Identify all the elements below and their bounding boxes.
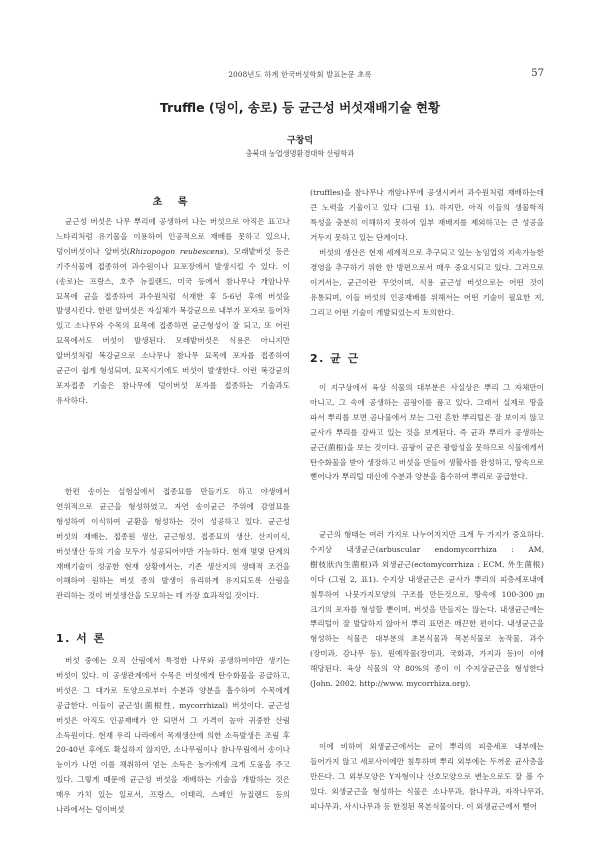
abstract-heading: 초 록 [152, 197, 194, 208]
page-number: 57 [531, 68, 544, 79]
intro-paragraph-1: 버섯 중에는 오직 산림에서 특정한 나무와 공생하여야만 생기는 버섯이 있다. 이 공생관계에서 수목은 버섯에게 탄수화물을 공급하고, 버섯은 그 대가로 토양으로부터 수분과 양분을 흡수하여 수목에게 공급한다. 이들이 균근성(菌根性, mycorrhizal) 버섯이다. 균근성 버섯은 아직도 인공재배가 안 되면서 그 가격이 높아 귀중한 산림 소득원이다. 현재 우리 나라에서 목재생산에 의한 소득발생은 조림 후 20-40년 후에도 확실하지 않지만, 소나무림이나 참나무림에서 송이나 능이가 나면 이를 채취하여 얻는 소득은 농가에게 크게 도움을 주고 있다. 그렇게 때문에 균근성 버섯을 재배하는 기술을 개발하는 것은 매우 가치 있는 일로서, 프랑스, 이태리, 스페인 뉴질랜드 등의 나라에서는 덩이버섯 [56, 656, 290, 815]
intro-paragraph-3: 버섯의 생산은 현재 세계적으로 추구되고 있는 농임업의 지속가능한 경영을 추구하기 위한 한 방편으로서 매우 중요시되고 있다. 그러므로 이거서는, 균근이란 무엇이며, 식용 균근성 버섯으로는 어떤 것이 유통되며, 이들 버섯의 인공재배를 위해서는 어떤 기술이 필요한 지, 그리고 어떤 기술이 개발되었는지 토의한다. [310, 248, 544, 317]
mycorrhiza-paragraph-3: 이에 비하여 외생균근에서는 균이 뿌리의 피층세포 내부에는 들어가지 않고 세포사이에만 침투하며 뿌리 외부에는 두꺼운 균사층을 만든다. 그 외부모양은 Y자형이나 산호모양으로 변눈으로도 잘 볼 수 있다. 외생균근을 형성하는 식물은 소나무과, 참나무과, 자작나무과, 피나무과, 사시나무과 등 한정된 목본식물이다. 이 외생균근에서 뻗어 [310, 742, 544, 811]
author-name: 구창덕 [286, 136, 314, 146]
abstract-text-a: 균근성 버섯은 나무 뿌리에 공생하여 나는 버섯으로 아직은 표고나 느타리처럼 유기물을 이용하여 인공적으로 재배를 못하고 있으나, 덩이버섯이나 알버섯( [56, 217, 290, 256]
abstract-text-b: ), 모래밭버섯 등은 기주식물에 접종하여 과수원이나 묘포장에서 발생시킬 수 있다. 이(송로)는 프랑스, 호주 뉴질랜드, 미국 등에서 참나무나 개암나무 묘목에 균을 접종하여 과수원처럼 식재한 후 5-6년 후에 버섯을 발생시킨다. 한편 알버섯은 자실체가 복강균으로 내부가 포자로 들어차 있고 소나무와 수목의 묘목에 접종하면 균근형성이 잘 되고, 또 어린 묘목에서도 버섯이 발생된다. 모래밭버섯은 식용은 아니지만 알버섯처럼 복강균으로 소나무나 참나무 묘목에 포자를 접종하여 균근이 쉽게 형성되며, 묘목시기에도 버섯이 발생한다. 이런 복강균의 포자접종 기술은 참나무에 덩이버섯 포자를 접종하는 기술과도 유사하다. [56, 246, 290, 405]
intro-paragraph-2: (truffles)을 참나무나 개암나무에 공생시켜서 과수원처럼 재배하는데 큰 노력을 기울이고 있다 (그림 1). 하지만, 아직 이들의 생물학적 특성을 충분히 이해하지 못하여 일부 재배지를 제외하고는 큰 성공을 거두지 못하고 있는 단계이다. [310, 188, 544, 242]
mycorrhiza-paragraph-2: 균근의 형태는 여러 가지로 나누어지지만 크게 두 가지가 중요하다. 수지상 내생균근(arbuscular endomycorrhiza : AM, 樹枝狀內生菌根)과 외생균근(ectomycorrhiza : ECM, 外生菌根)이다 (그림 2, 표1). 수지상 내생균근은 균사가 뿌리의 피층세포내에 침투하여 나뭇가지모양의 구조를 만든것으로, 땅속에 100-300㎛ 크기의 포자를 형성할 뿐이며, 버섯을 만들지는 않는다. 내생균근에는 뿌리털이 잘 발달하지 않아서 뿌리 표면은 매끈한 편이다. 내생균근을 형성하는 식물은 대부분의 초본식물과 목본식물로 농작물, 과수(장미과, 감나무 등), 원예작물(장미과, 국화과, 가지과 등)이 이에 해당된다. 육상 식물의 약 80%의 종이 이 수지상균근을 형성한다(John. 2002. http://www. mycorrhiza.org). [310, 530, 544, 689]
mycorrhiza-heading: 2. 균 근 [310, 352, 360, 365]
author-affiliation: 충북대 농업생명환경대학 산림학과 [245, 149, 355, 158]
latin-species-name: Rhizopogon reubescens [129, 246, 224, 256]
mycorrhiza-paragraph-1: 이 지구상에서 육상 식물의 대부분은 사실상은 뿌리 그 자체만이 아니고, 그 속에 공생하는 곰팡이를 품고 있다. 그래서 실제로 땅을 파서 뿌리를 보면 곰나물에서 보는 그런 흔한 뿌리털은 잘 보이지 않고 균사가 뿌리를 감싸고 있는 것을 보게된다. 즉 균과 뿌리가 공생하는 균근(菌根)을 보는 것이다. 곰팡이 균은 광합성을 못하므로 식물에게서 탄수화물을 받아 생장하고 버섯을 만들어 생활사를 완성하고, 땅속으로 뻗어나가 뿌리털 대신에 수분과 양분을 흡수하여 뿌리로 공급한다. [310, 383, 544, 482]
running-header: 2008년도 하계 한국버섯학회 발표논문 초록 [228, 70, 372, 79]
abstract-paragraph-2: 한편 송이는 실험실에서 접종묘를 만들기도 하고 야생에서 연위적으로 균근을 형성하였고, 자연 송이균근 주위에 감염묘를 형성하여 이식하여 균환을 형성하는 것이 성공하고 있다. 균근성 버섯의 재배는, 접종원 생산, 균근형성, 접종묘의 생산, 산지이식, 버섯생산 등의 기술 모두가 성공되어야만 가능하다. 현재 몇몇 단계의 재배기술이 성공한 현재 상황에서는, 기존 생산지의 생태적 조건을 이해하여 원하는 버섯 종의 발생이 유리하게 유지되도록 산림을 관리하는 것이 버섯생산을 도모하는 데 가장 효과적일 것이다. [56, 487, 290, 601]
intro-heading: 1. 서 론 [56, 632, 106, 645]
abstract-paragraph-1 [56, 215, 290, 409]
paper-title: Truffle (덩이, 송로) 등 균근성 버섯재배기술 현황 [159, 100, 441, 115]
